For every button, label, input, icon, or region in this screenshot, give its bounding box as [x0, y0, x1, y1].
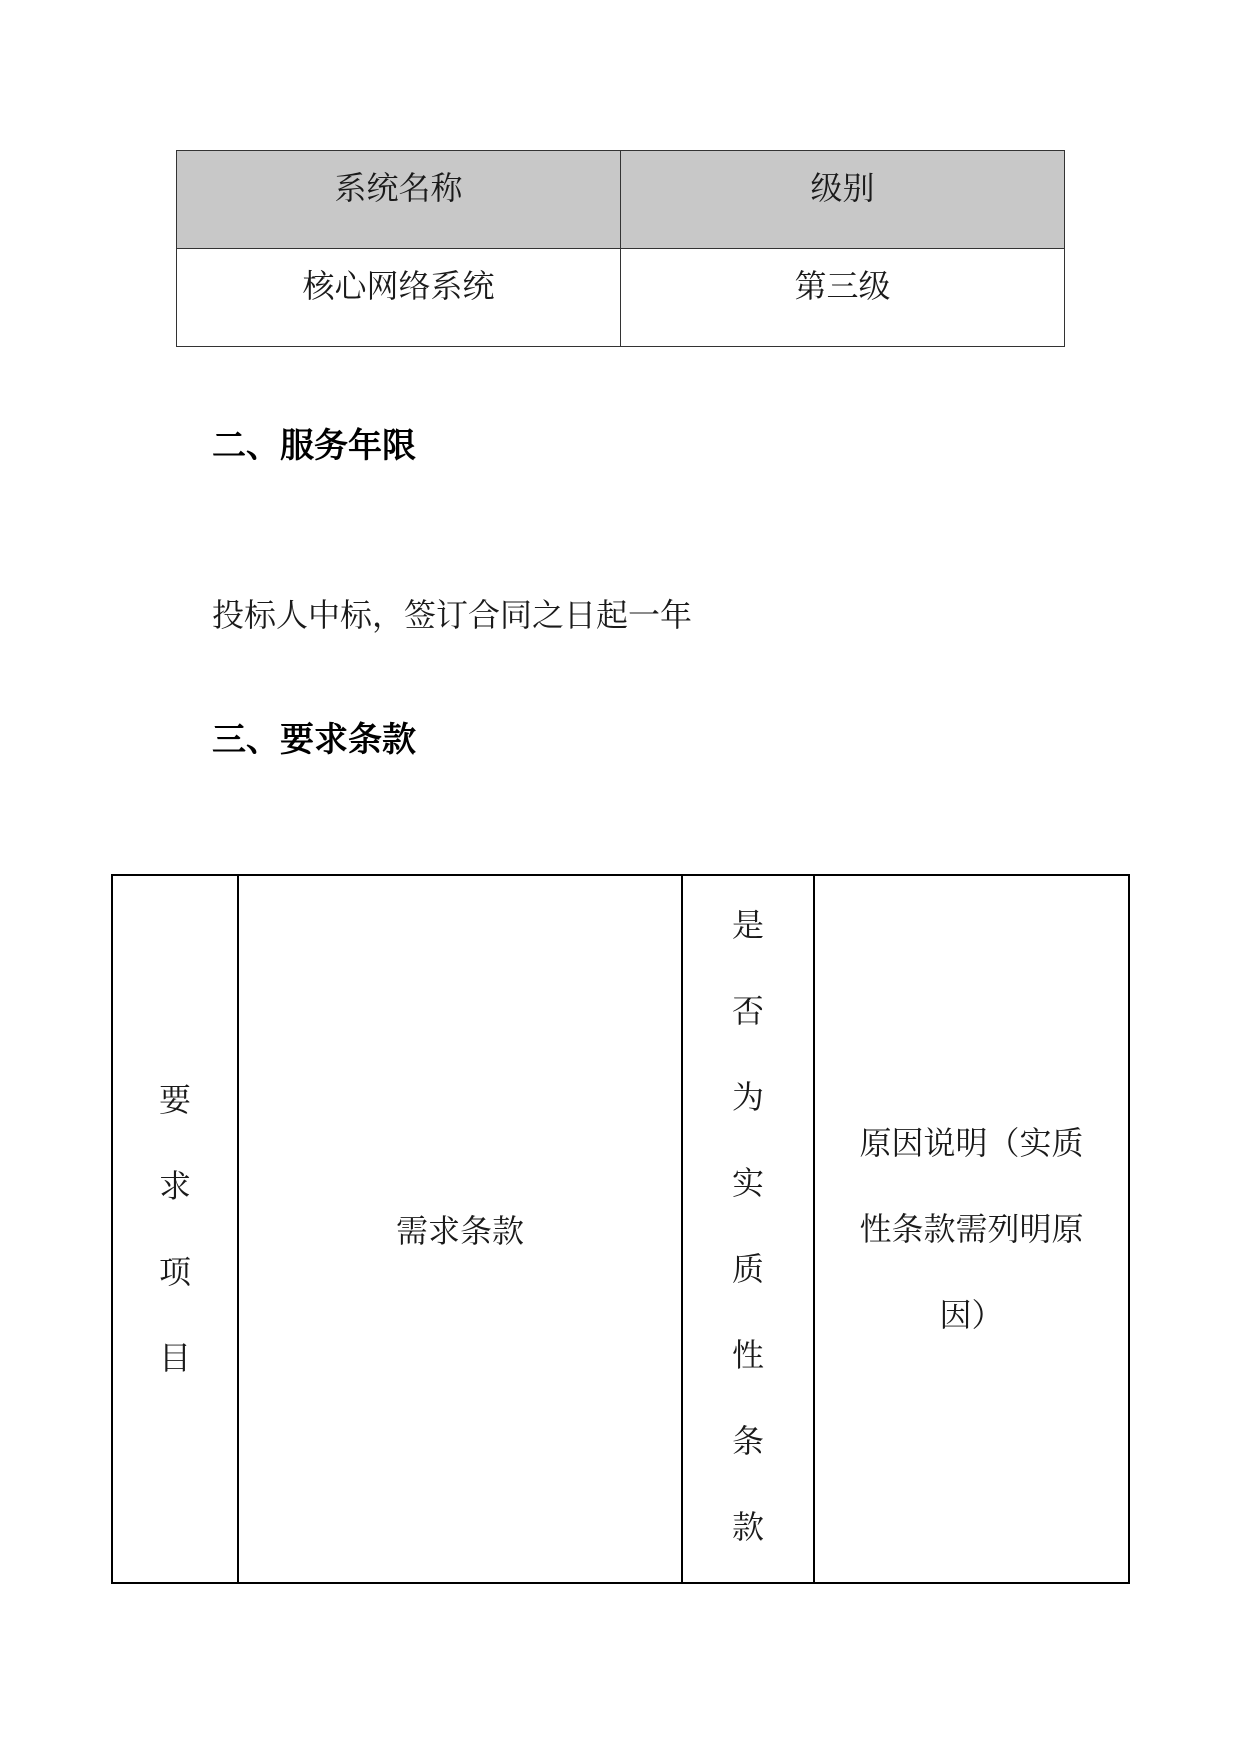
service-term-text: 投标人中标，签订合同之日起一年 — [212, 596, 693, 634]
cell-system-name: 核心网络系统 — [177, 249, 621, 347]
header-system-name: 系统名称 — [177, 151, 621, 249]
requirements-table — [111, 874, 1130, 1584]
header-requirement-clause — [238, 875, 682, 1583]
header-reason — [814, 875, 1129, 1583]
table-row — [177, 249, 1065, 347]
reason-label: 原因说明（实质性条款需列明原因） — [859, 1124, 1084, 1334]
requirement-clause-label: 需求条款 — [395, 1212, 524, 1250]
header-requirement-item — [112, 875, 238, 1583]
system-level-table — [176, 150, 1065, 347]
cell-level: 第三级 — [621, 249, 1065, 347]
section-heading-requirements: 三、要求条款 — [212, 720, 416, 760]
substantive-label: 是否为实质性条款 — [731, 906, 764, 1546]
section-heading-service-term: 二、服务年限 — [212, 426, 416, 466]
table-header-row — [177, 151, 1065, 249]
requirement-item-label: 要求项目 — [158, 1081, 191, 1377]
table-header-row — [112, 875, 1129, 1583]
header-level: 级别 — [621, 151, 1065, 249]
header-substantive — [682, 875, 814, 1583]
